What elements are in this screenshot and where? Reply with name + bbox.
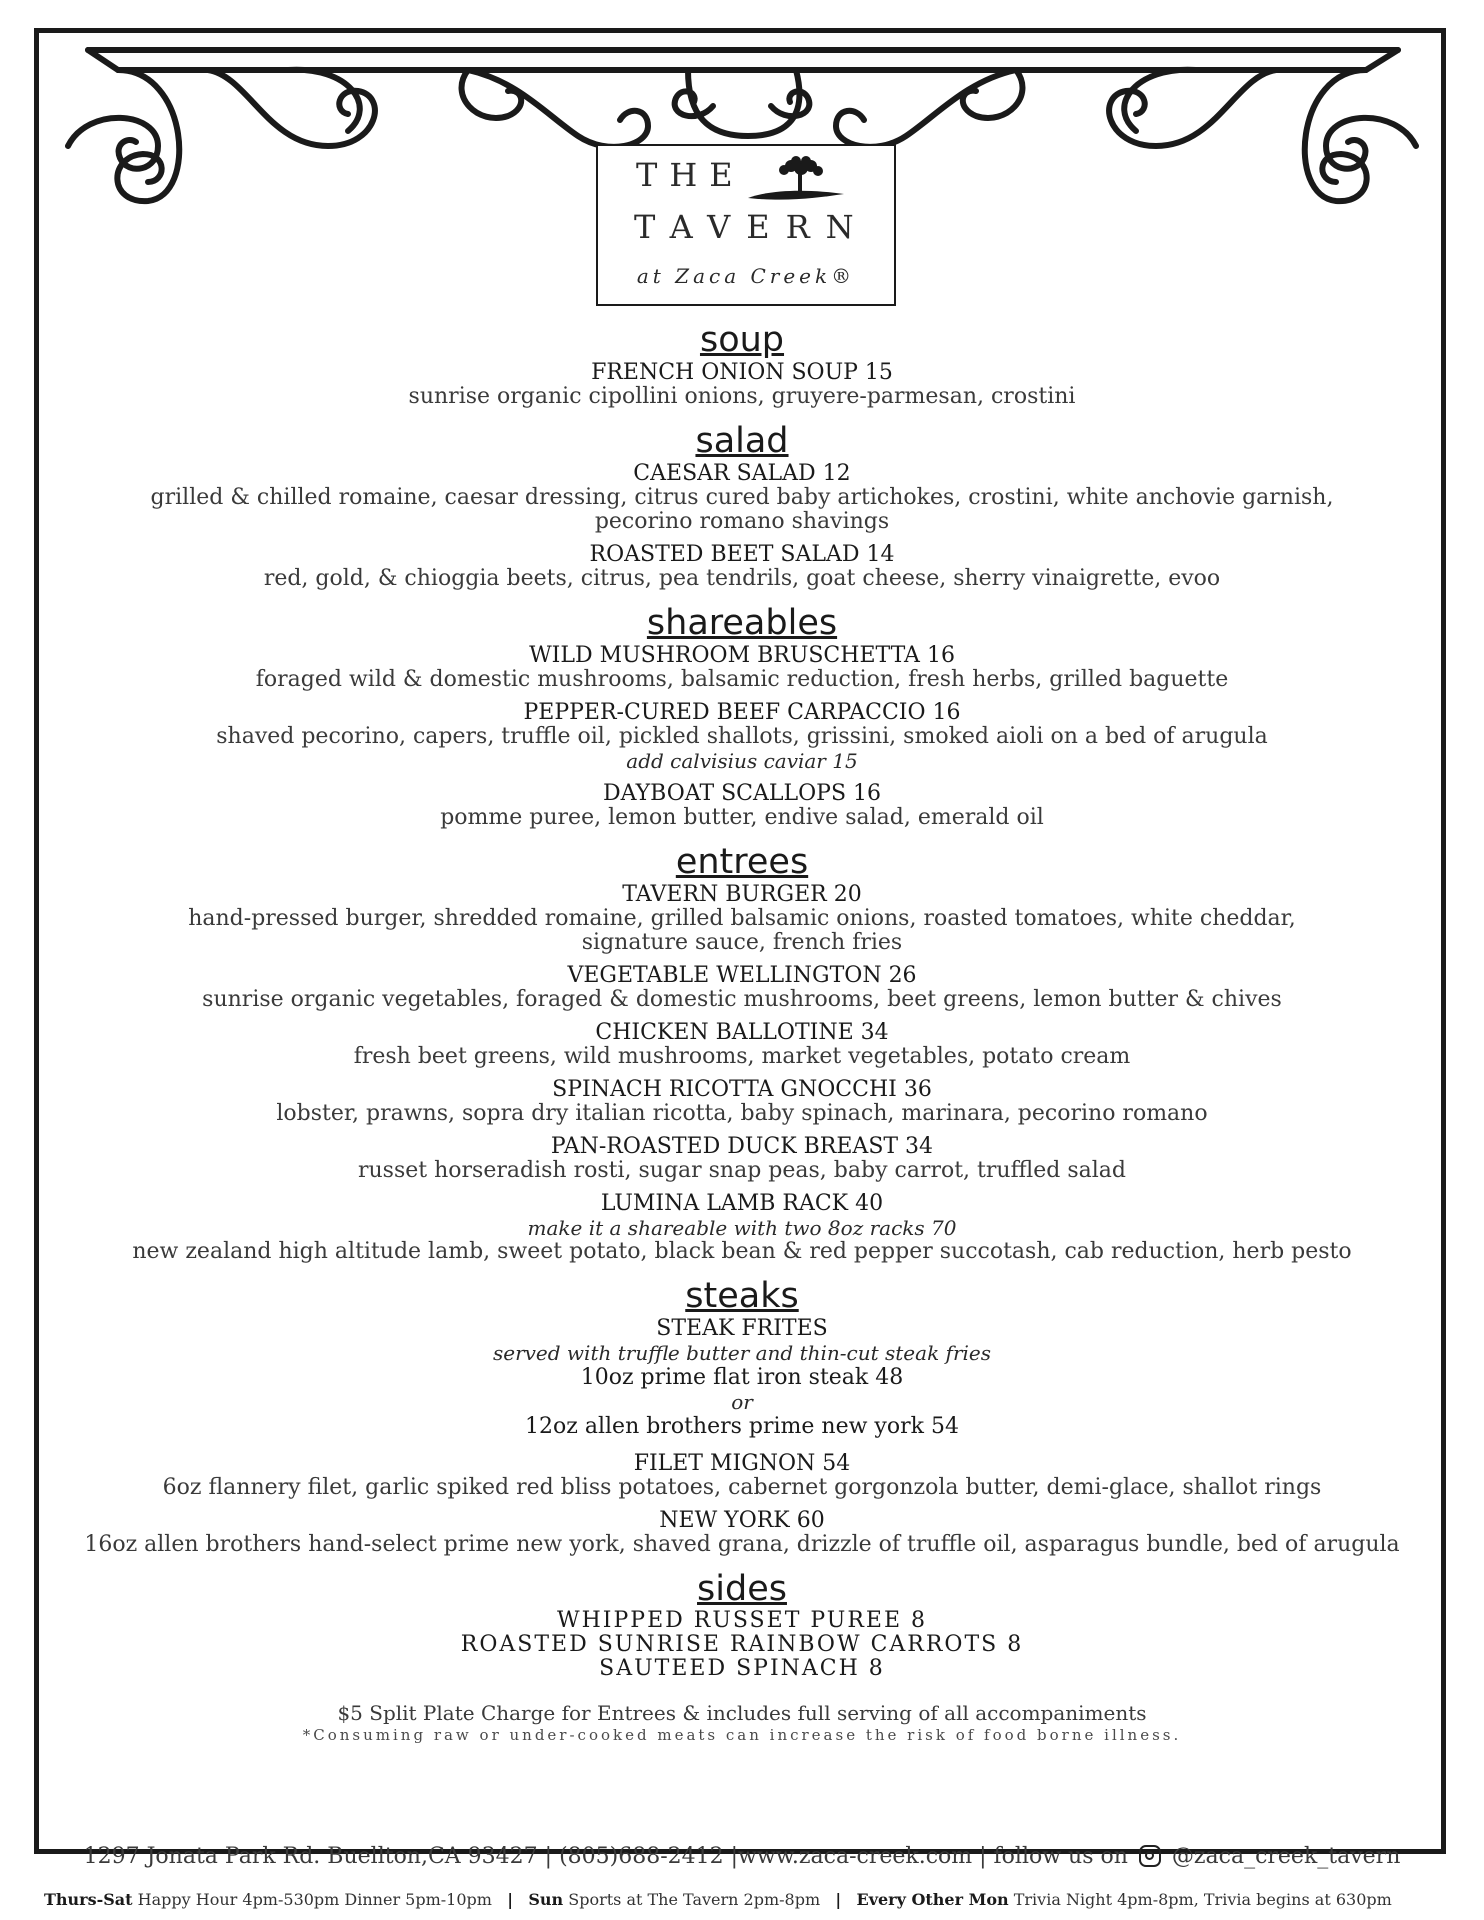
menu-item-desc: pecorino romano shavings bbox=[594, 509, 890, 534]
menu-item-desc: red, gold, & chioggia beets, citrus, pea tendrils, goat cheese, sherry vinaigrette, evoo bbox=[263, 566, 1221, 591]
health-warning: *Consuming raw or under-cooked meats can increase the risk of food borne illness. bbox=[302, 1726, 1182, 1744]
side-item: SAUTEED SPINACH 8 bbox=[599, 1656, 885, 1681]
menu-item-note: add calvisius caviar 15 bbox=[626, 749, 858, 773]
contact-line bbox=[48, 1842, 1436, 1872]
side-item: WHIPPED RUSSET PUREE 8 bbox=[556, 1608, 927, 1633]
menu-item-desc: pomme puree, lemon butter, endive salad, emerald oil bbox=[440, 805, 1044, 830]
tavern-logo bbox=[596, 144, 896, 306]
section-title-soup: soup bbox=[699, 320, 785, 360]
hours-text: Happy Hour 4pm-530pm Dinner 5pm-10pm bbox=[137, 1890, 492, 1909]
steak-option: 12oz allen brothers prime new york 54 bbox=[525, 1414, 959, 1439]
menu-item-desc: new zealand high altitude lamb, sweet potato, black bean & red pepper succotash, cab reduction, herb pesto bbox=[132, 1239, 1352, 1264]
menu-item-name: PEPPER-CURED BEEF CARPACCIO 16 bbox=[523, 700, 961, 725]
menu-item-desc: russet horseradish rosti, sugar snap peas, baby carrot, truffled salad bbox=[358, 1158, 1126, 1183]
section-title-shareables: shareables bbox=[646, 603, 838, 643]
menu-item-desc: 6oz flannery filet, garlic spiked red bliss potatoes, cabernet gorgonzola butter, demi-glace, shallot rings bbox=[162, 1475, 1322, 1500]
steak-or: or bbox=[731, 1390, 753, 1414]
logo-line-tavern: TAVERN bbox=[634, 208, 870, 246]
split-plate-charge: $5 Split Plate Charge for Entrees & includes full serving of all accompaniments bbox=[337, 1701, 1147, 1725]
contact-info: 1297 Jonata Park Rd. Buellton,CA 93427 | (805)688-2412 |www.zaca-creek.com | follow us on bbox=[83, 1844, 1128, 1869]
section-title-steaks: steaks bbox=[685, 1276, 799, 1316]
menu-body bbox=[60, 320, 1424, 1745]
menu-item-name: LUMINA LAMB RACK 40 bbox=[600, 1191, 884, 1216]
menu-item-note: served with truffle butter and thin-cut steak fries bbox=[492, 1341, 992, 1365]
menu-item-desc: sunrise organic cipollini onions, gruyere-parmesan, crostini bbox=[408, 384, 1076, 409]
hours-day: Sun bbox=[528, 1890, 564, 1909]
tree-icon bbox=[746, 154, 846, 204]
menu-item-desc: 16oz allen brothers hand-select prime new york, shaved grana, drizzle of truffle oil, asparagus bundle, bed of arugula bbox=[84, 1532, 1400, 1557]
steak-option: 10oz prime flat iron steak 48 bbox=[580, 1365, 904, 1390]
instagram-icon bbox=[1139, 1845, 1161, 1867]
menu-item-desc: foraged wild & domestic mushrooms, balsamic reduction, fresh herbs, grilled baguette bbox=[255, 667, 1229, 692]
section-title-entrees: entrees bbox=[675, 842, 809, 882]
section-title-sides: sides bbox=[697, 1569, 787, 1609]
separator: | bbox=[835, 1890, 842, 1909]
menu-item-name: CAESAR SALAD 12 bbox=[633, 461, 851, 486]
instagram-handle[interactable]: @zaca_creek_tavern bbox=[1171, 1844, 1401, 1869]
menu-item-desc: signature sauce, french fries bbox=[581, 930, 903, 955]
menu-item-desc: sunrise organic vegetables, foraged & domestic mushrooms, beet greens, lemon butter & chives bbox=[202, 987, 1282, 1012]
hours-text: Trivia Night 4pm-8pm, Trivia begins at 630pm bbox=[1013, 1890, 1392, 1909]
menu-item-name: FILET MIGNON 54 bbox=[633, 1451, 851, 1476]
menu-item-note: make it a shareable with two 8oz racks 70 bbox=[527, 1216, 957, 1240]
logo-line-the: THE bbox=[636, 156, 745, 194]
menu-item-name: PAN-ROASTED DUCK BREAST 34 bbox=[550, 1134, 934, 1159]
menu-item-desc: fresh beet greens, wild mushrooms, market vegetables, potato cream bbox=[353, 1044, 1131, 1069]
menu-item-name: TAVERN BURGER 20 bbox=[622, 882, 862, 907]
hours-text: Sports at The Tavern 2pm-8pm bbox=[568, 1890, 821, 1909]
hours-bar bbox=[44, 1888, 1444, 1912]
separator: | bbox=[507, 1890, 514, 1909]
menu-item-desc: shaved pecorino, capers, truffle oil, pickled shallots, grissini, smoked aioli on a bed of arugula bbox=[216, 724, 1268, 749]
logo-line-zaca-creek: at Zaca Creek® bbox=[636, 264, 856, 288]
hours-day: Thurs-Sat bbox=[44, 1890, 133, 1909]
menu-item-name: ROASTED BEET SALAD 14 bbox=[589, 542, 895, 567]
menu-item-desc: lobster, prawns, sopra dry italian ricotta, baby spinach, marinara, pecorino romano bbox=[276, 1101, 1208, 1126]
menu-item-name: STEAK FRITES bbox=[656, 1316, 828, 1341]
menu-item-desc: hand-pressed burger, shredded romaine, grilled balsamic onions, roasted tomatoes, white cheddar, bbox=[188, 906, 1296, 931]
section-title-salad: salad bbox=[695, 421, 789, 461]
side-item: ROASTED SUNRISE RAINBOW CARROTS 8 bbox=[460, 1632, 1024, 1657]
menu-item-name: NEW YORK 60 bbox=[659, 1508, 825, 1533]
menu-item-name: SPINACH RICOTTA GNOCCHI 36 bbox=[552, 1077, 932, 1102]
menu-item-name: CHICKEN BALLOTINE 34 bbox=[595, 1020, 889, 1045]
menu-item-desc: grilled & chilled romaine, caesar dressing, citrus cured baby artichokes, crostini, white anchovie garnish, bbox=[150, 485, 1334, 510]
menu-item-name: FRENCH ONION SOUP 15 bbox=[591, 360, 893, 385]
menu-item-name: DAYBOAT SCALLOPS 16 bbox=[602, 781, 882, 806]
menu-item-name: VEGETABLE WELLINGTON 26 bbox=[567, 963, 917, 988]
menu-item-name: WILD MUSHROOM BRUSCHETTA 16 bbox=[529, 643, 955, 668]
hours-day: Every Other Mon bbox=[856, 1890, 1009, 1909]
